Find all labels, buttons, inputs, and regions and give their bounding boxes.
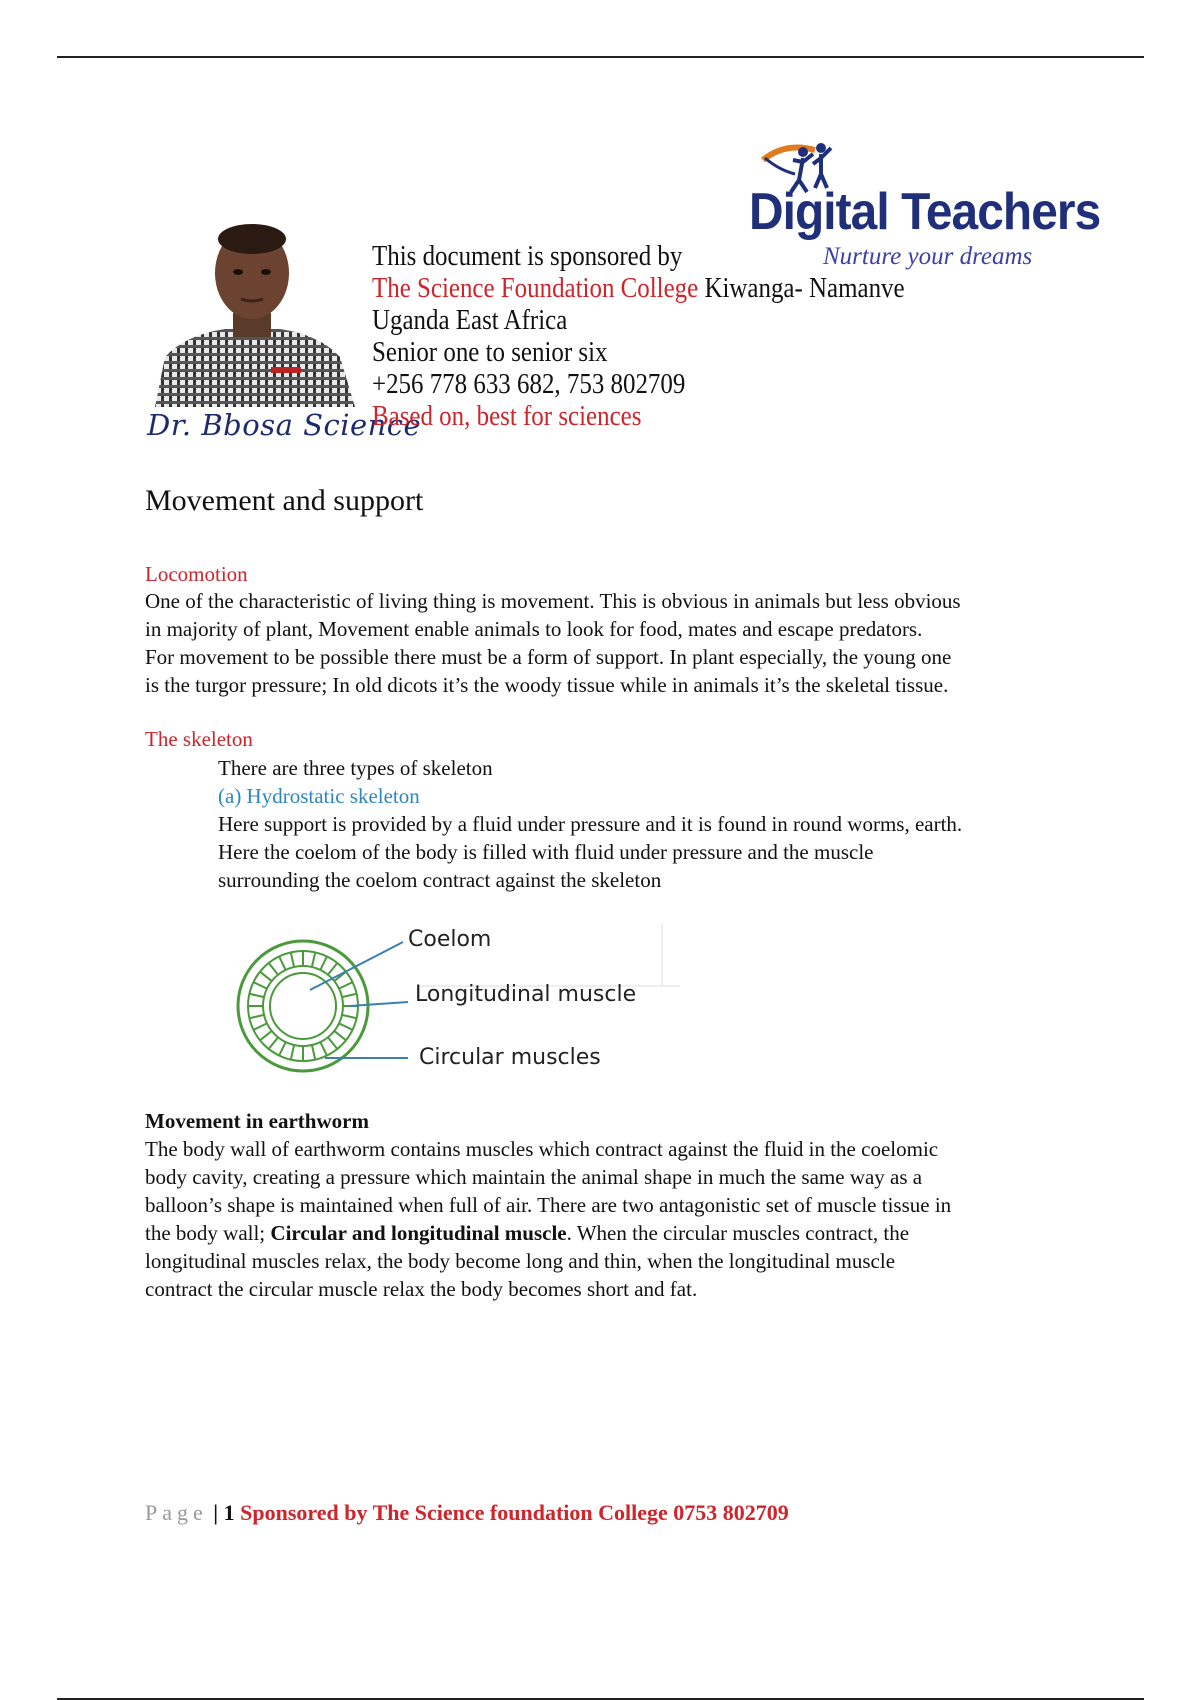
muscle-tick (260, 1031, 272, 1040)
label-circular-muscles: Circular muscles (419, 1045, 601, 1070)
paragraph-line: balloon’s shape is maintained when full of air. There are two antagonistic set of muscle tissue in (145, 1193, 952, 1217)
muscle-tick (312, 1045, 315, 1060)
skeleton-heading: The skeleton (145, 727, 253, 751)
muscle-tick (260, 972, 272, 981)
muscle-tick (279, 956, 286, 970)
sponsor-line: This document is sponsored by (372, 240, 683, 272)
bold-term: Circular and longitudinal muscle (270, 1221, 567, 1245)
logo-title: Digital Teachers (749, 183, 1101, 241)
coelom-boundary (270, 973, 336, 1039)
author-signature: Dr. Bbosa Science (147, 408, 422, 442)
muscle-tick (291, 952, 294, 967)
text-run: the body wall; (145, 1221, 271, 1245)
logo-tagline: Nurture your dreams (823, 243, 1033, 270)
muscle-tick (320, 1042, 327, 1056)
paragraph-line: For movement to be possible there must be a form of support. In plant especially, the young one (145, 645, 952, 669)
top-rule (57, 56, 1144, 58)
page-number: 1 (223, 1500, 235, 1525)
label-longitudinal-muscle: Longitudinal muscle (415, 982, 637, 1007)
footer-sponsor: Sponsored by The Science foundation College 0753 802709 (240, 1500, 789, 1525)
locomotion-heading: Locomotion (145, 562, 248, 586)
locomotion-paragraph (145, 587, 1090, 699)
paragraph-line (145, 1219, 1090, 1247)
coelom-leader (310, 942, 403, 990)
muscle-tick (339, 982, 353, 989)
sponsor-slogan: Based on, best for sciences (372, 400, 642, 432)
circular-muscle-ring (248, 951, 358, 1061)
sponsor-line-college (372, 272, 905, 304)
paragraph-line: in majority of plant, Movement enable animals to look for food, mates and escape predators. (145, 617, 923, 641)
paragraph-line: One of the characteristic of living thing is movement. This is obvious in animals but less obvious (145, 589, 961, 613)
earthworm-heading: Movement in earthworm (145, 1109, 369, 1133)
muscle-tick (312, 952, 315, 967)
header-banner (145, 140, 1101, 450)
sponsor-phone: +256 778 633 682, 753 802709 (372, 368, 686, 400)
muscle-tick (279, 1042, 286, 1056)
page-label: Page (145, 1500, 208, 1525)
hydrostatic-paragraph (218, 810, 1090, 894)
label-coelom: Coelom (408, 927, 492, 952)
muscle-tick (291, 1045, 294, 1060)
sponsor-block (372, 240, 905, 432)
page-title: Movement and support (145, 484, 424, 517)
author-photo (145, 217, 360, 407)
muscle-tick (339, 1023, 353, 1030)
hydrostatic-heading: (a) Hydrostatic skeleton (218, 784, 420, 808)
paragraph-line: surrounding the coelom contract against the skeleton (218, 868, 662, 892)
skeleton-intro: There are three types of skeleton (218, 756, 493, 780)
paragraph-line: is the turgor pressure; In old dicots it’s the woody tissue while in animals it’s the skeletal tissue. (145, 673, 949, 697)
muscle-tick (249, 1015, 264, 1018)
muscle-tick (253, 982, 267, 989)
paragraph-line: longitudinal muscles relax, the body become long and thin, when the longitudinal muscle (145, 1249, 896, 1273)
muscle-tick (342, 1015, 357, 1018)
paragraph-line: Here support is provided by a fluid under pressure and it is found in round worms, earth. (218, 812, 963, 836)
paragraph-line: contract the circular muscle relax the body becomes short and fat. (145, 1277, 698, 1301)
muscle-tick (328, 963, 337, 975)
earthworm-paragraph (145, 1135, 1090, 1303)
muscle-tick (320, 956, 327, 970)
muscle-tick (342, 994, 357, 997)
hydrostatic-diagram (230, 918, 690, 1083)
paragraph-line: The body wall of earthworm contains muscles which contract against the fluid in the coelomic (145, 1137, 939, 1161)
muscle-tick (269, 1037, 278, 1049)
sponsor-line: Uganda East Africa (372, 304, 568, 336)
page-footer: Page | 1 Sponsored by The Science foundation College 0753 802709 (145, 1500, 789, 1525)
paragraph-line: body cavity, creating a pressure which maintain the animal shape in much the same way as a (145, 1165, 923, 1189)
college-name: The Science Foundation College (372, 272, 699, 304)
muscle-tick (269, 963, 278, 975)
muscle-tick (328, 1037, 337, 1049)
longitudinal-muscle-ring (263, 966, 343, 1046)
muscle-tick (249, 994, 264, 997)
paragraph-line: Here the coelom of the body is filled with fluid under pressure and the muscle (218, 840, 874, 864)
college-location: Kiwanga- Namanve (704, 272, 905, 304)
muscle-tick (334, 1031, 346, 1040)
muscle-tick (253, 1023, 267, 1030)
sponsor-line: Senior one to senior six (372, 336, 608, 368)
text-run: . When the circular muscles contract, the (566, 1221, 910, 1245)
